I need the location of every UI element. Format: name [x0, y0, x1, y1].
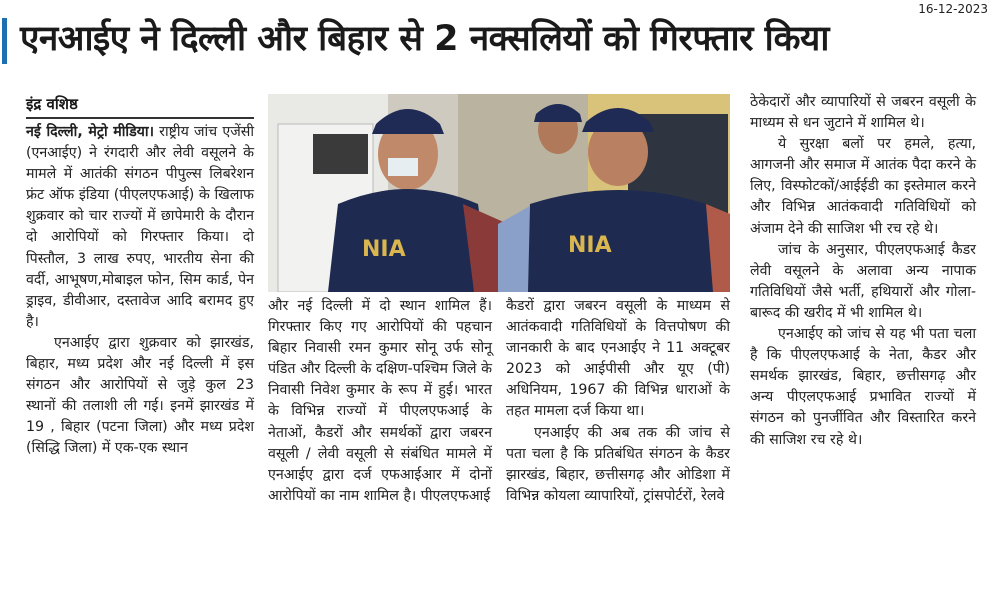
paragraph [26, 122, 254, 333]
news-photo [268, 94, 730, 292]
column-3 [506, 296, 730, 507]
byline: इंद्र वशिष्ठ [26, 95, 78, 113]
paragraph: ठेकेदारों और व्यापारियों से जबरन वसूली के माध्यम से धन जुटाने में शामिल थे। [750, 94, 976, 132]
dateline: नई दिल्ली, मेट्रो मीडिया। [26, 124, 154, 140]
headline: एनआईए ने दिल्ली और बिहार से 2 नक्सलियों को गिरफ्तार किया [20, 19, 829, 59]
column-1 [26, 122, 254, 460]
paragraph-text: राष्ट्रीय जांच एजेंसी (एनआईए) ने रंगदारी और लेवी वसूलने के मामले में आतंकी संगठन पीपुल्स लिबरेशन फ्रंट ऑफ इंडिया (पीएलएफआई) के खिलाफ शुक्रवार को चार राज्यों में छापेमारी के दौरान दो आरोपियों को गिरफ्तार किया। दो पिस्तौल, 3 लाख रुपए, भारतीय सेना की वर्दी, आभूषण,मोबाइल फोन, सिम कार्ड, पेन ड्राइव, डीवीआर, दस्तावेज आदि बरामद हुए है। [26, 124, 255, 330]
date-stamp: 16-12-2023 [918, 2, 988, 16]
vest-label: NIA [362, 237, 406, 262]
paragraph: ये सुरक्षा बलों पर हमले, हत्या, आगजनी और समाज में आतंक पैदा करने के लिए, विस्फोटकों/आईईडी का इस्तेमाल करने और विभिन्न आतंकवादी गतिविधियों को अंजाम देने की साजिश भी रच रहे थे। [750, 136, 976, 237]
paragraph: कैडरों द्वारा जबरन वसूली के माध्यम से आतंकवादी गतिविधियों के वित्तपोषण की जानकारी के बाद एनआईए ने 11 अक्टूबर 2023 को आईपीसी और यूए (पी) अधिनियम, 1967 की विभिन्न धाराओं के तहत मामला दर्ज किया था। [506, 298, 730, 420]
paragraph: एनआईए की अब तक की जांच से पता चला है कि प्रतिबंधित संगठन के कैडर झारखंड, बिहार, छत्तीसगढ़ और ओडिशा में विभिन्न कोयला व्यापारियों, ट्रांसपोर्टरों, रेलवे [506, 424, 730, 504]
paragraph: जांच के अनुसार, पीएलएफआई कैडर लेवी वसूलने के अलावा अन्य नापाक गतिविधियों जैसे भर्ती, हथियारों और गोला-बारूद की खरीद में भी शामिल थे। [750, 241, 976, 321]
paragraph: और नई दिल्ली में दो स्थान शामिल हैं। गिरफ्तार किए गए आरोपियों की पहचान बिहार निवासी रमन कुमार सोनू उर्फ सोनू पंडित और दिल्ली के दक्षिण-पश्चिम जिले के निवासी निवेश कुमार के रूप में हुई। भारत के विभिन्न राज्यों में पीएलएफआई के नेताओं, कैडरों और समर्थकों द्वारा जबरन वसूली / लेवी वसूली से संबंधित मामले में एनआईए द्वारा दर्ज एफआईआर में दोनों आरोपियों का नाम शामिल है। पीएलएफआई [268, 298, 492, 504]
column-2 [268, 296, 492, 507]
next-headline-fragment [0, 576, 996, 592]
nia-officers-photo [268, 94, 730, 292]
vest-label: NIA [568, 233, 612, 258]
byline-divider [26, 117, 254, 119]
column-4 [750, 92, 976, 451]
accent-rule [2, 18, 7, 64]
paragraph: एनआईए द्वारा शुक्रवार को झारखंड, बिहार, मध्य प्रदेश और नई दिल्ली में इस संगठन और आरोपियों से जुड़े कुल 23 स्थानों की तलाशी ली गई। इनमें झारखंड में 19 , बिहार (पटना जिला) और मध्य प्रदेश (सिद्धि जिला) में एक-एक स्थान [26, 334, 254, 457]
paragraph: एनआईए को जांच से यह भी पता चला है कि पीएलएफआई के नेता, कैडर और समर्थक झारखंड, बिहार, छत्तीसगढ़ और अन्य पीएलएफआई प्रभावित राज्यों में संगठन को पुनर्जीवित और विस्तारित करने की साजिश रच रहे थे। [750, 326, 976, 448]
